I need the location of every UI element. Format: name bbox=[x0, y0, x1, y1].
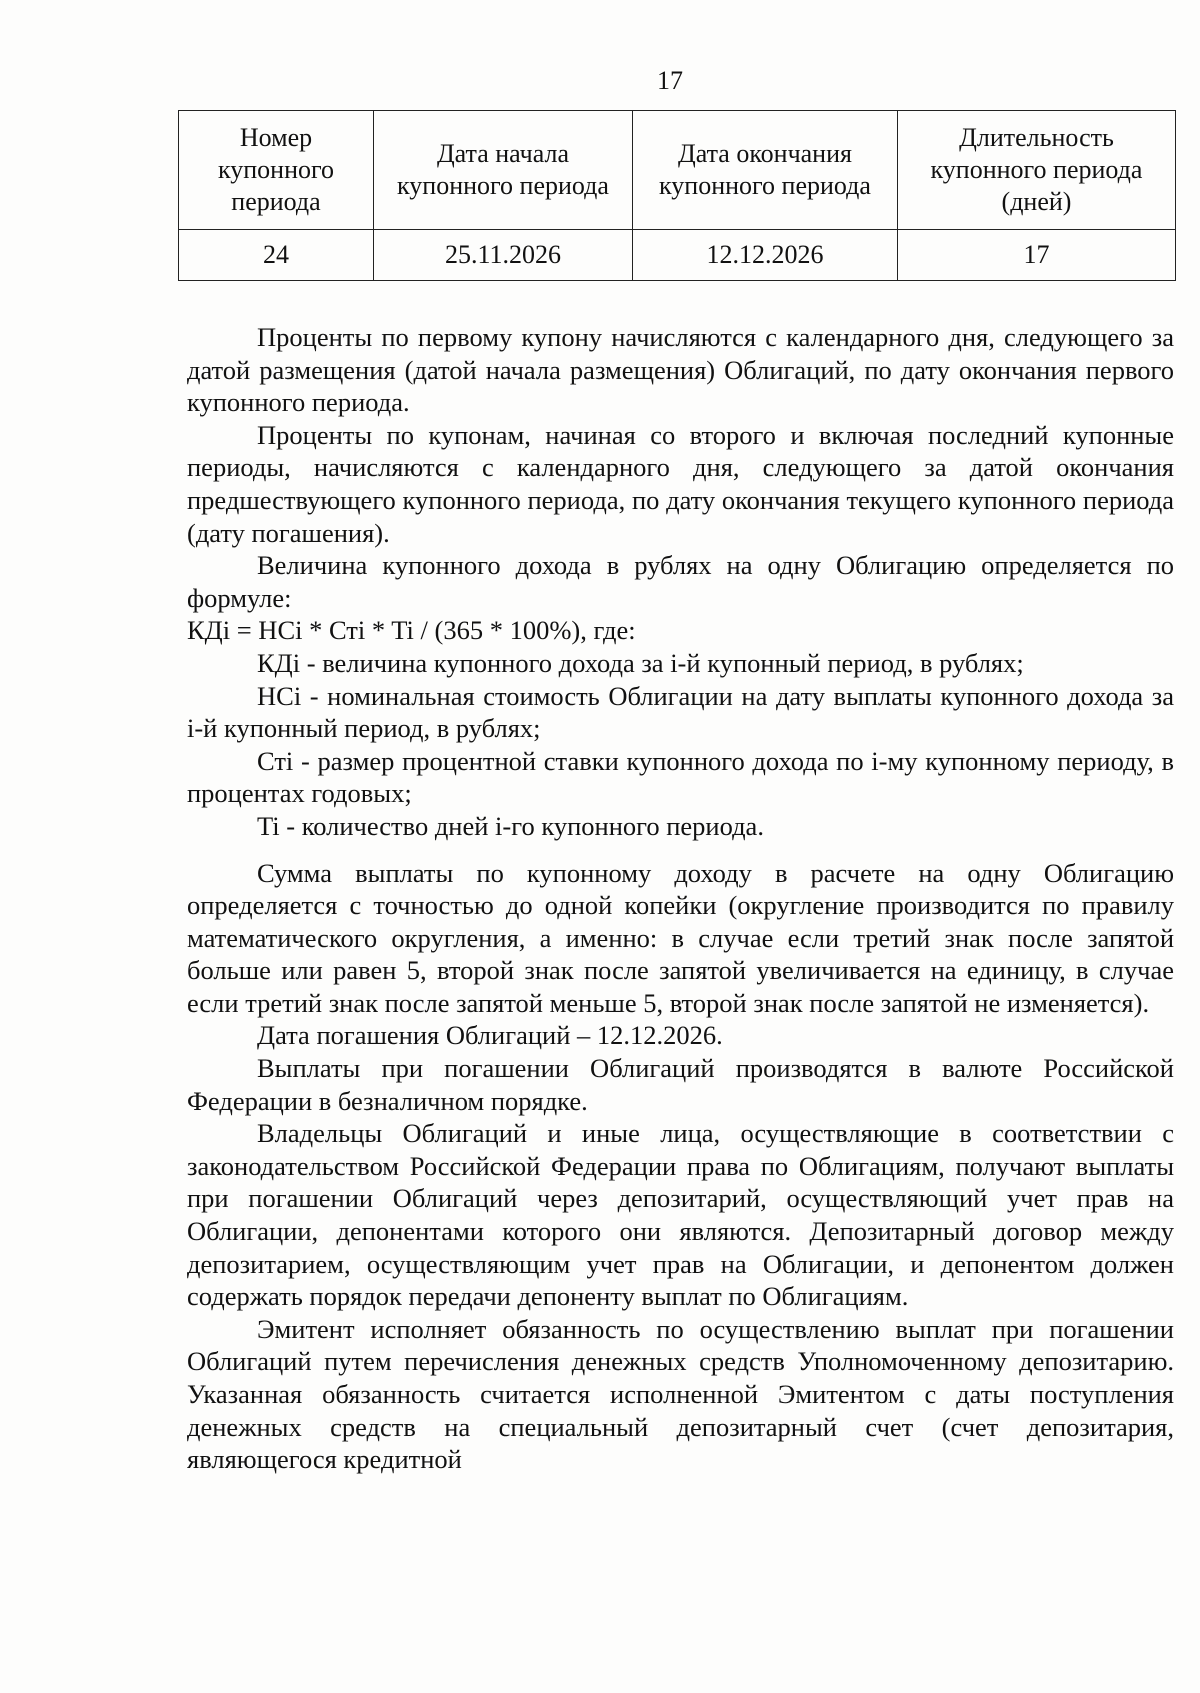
paragraph: Владельцы Облигаций и иные лица, осуществляющие в соответствии с законодательством Российской Федерации права по Облигациям, получают выплаты при погашении Облигаций через депозитарий, осуществляющий учет прав на Облигации, депонентами которого они являются. Депозитарный договор между депозитарием, осуществляющим учет прав на Облигации, и депонентом должен содержать порядок передачи депоненту выплат по Облигациям. bbox=[187, 1118, 1174, 1312]
paragraph: Эмитент исполняет обязанность по осуществлению выплат при погашении Облигаций путем перечисления денежных средств Уполномоченному депозитарию. Указанная обязанность считается исполненной Эмитентом с даты поступления денежных средств на специальный депозитарный счет (счет депозитария, являющегося кредитной bbox=[187, 1313, 1174, 1475]
table-cell: 24 bbox=[179, 230, 374, 281]
table-cell: 25.11.2026 bbox=[374, 230, 633, 281]
paragraph: Дата погашения Облигаций – 12.12.2026. bbox=[257, 1020, 723, 1051]
definition-kd: КДi - величина купонного дохода за i-й купонный период, в рублях; bbox=[257, 647, 1024, 678]
paragraph: Величина купонного дохода в рублях на одну Облигацию определяется по формуле: bbox=[187, 550, 1174, 613]
paragraph: Сумма выплаты по купонному доходу в расчете на одну Облигацию определяется с точностью до одной копейки (округление производится по правилу математического округления, а именно: в случае если третий знак после запятой больше или равен 5, второй знак после запятой увеличивается на единицу, в случае если третий знак после запятой меньше 5, второй знак после запятой не изменяется). bbox=[187, 857, 1174, 1018]
table-cell: 12.12.2026 bbox=[633, 230, 898, 281]
table-row bbox=[179, 230, 1176, 281]
definition-nc: НСi - номинальная стоимость Облигации на дату выплаты купонного дохода за i-й купонный период, в рублях; bbox=[187, 680, 1174, 744]
page-number: 17 bbox=[657, 66, 683, 95]
table-header-cell: Длительность купонного периода (дней) bbox=[898, 111, 1176, 230]
definition-ct: Стi - размер процентной ставки купонного дохода по i-му купонному периоду, в процентах годовых; bbox=[187, 745, 1174, 809]
document-body bbox=[187, 321, 1174, 1476]
coupon-period-table bbox=[178, 110, 1176, 281]
table-header-cell: Номер купонного периода bbox=[179, 111, 374, 230]
paragraph: Проценты по первому купону начисляются с календарного дня, следующего за датой размещения (датой начала размещения) Облигаций, по дату окончания первого купонного периода. bbox=[187, 322, 1174, 418]
paragraph: Проценты по купонам, начиная со второго и включая последний купонные периоды, начисляются с календарного дня, следующего за датой окончания предшествующего купонного периода, по дату окончания текущего купонного периода (дату погашения). bbox=[187, 419, 1174, 548]
definition-t: Ti - количество дней i-го купонного периода. bbox=[257, 810, 764, 841]
paragraph: Выплаты при погашении Облигаций производятся в валюте Российской Федерации в безналичном порядке. bbox=[187, 1053, 1174, 1116]
coupon-income-formula: КДi = НСi * Стi * Ti / (365 * 100%), где: bbox=[187, 615, 636, 646]
table-header-cell: Дата окончания купонного периода bbox=[633, 111, 898, 230]
table-cell: 17 bbox=[898, 230, 1176, 281]
table-header-cell: Дата начала купонного периода bbox=[374, 111, 633, 230]
table-header-row bbox=[179, 111, 1176, 230]
